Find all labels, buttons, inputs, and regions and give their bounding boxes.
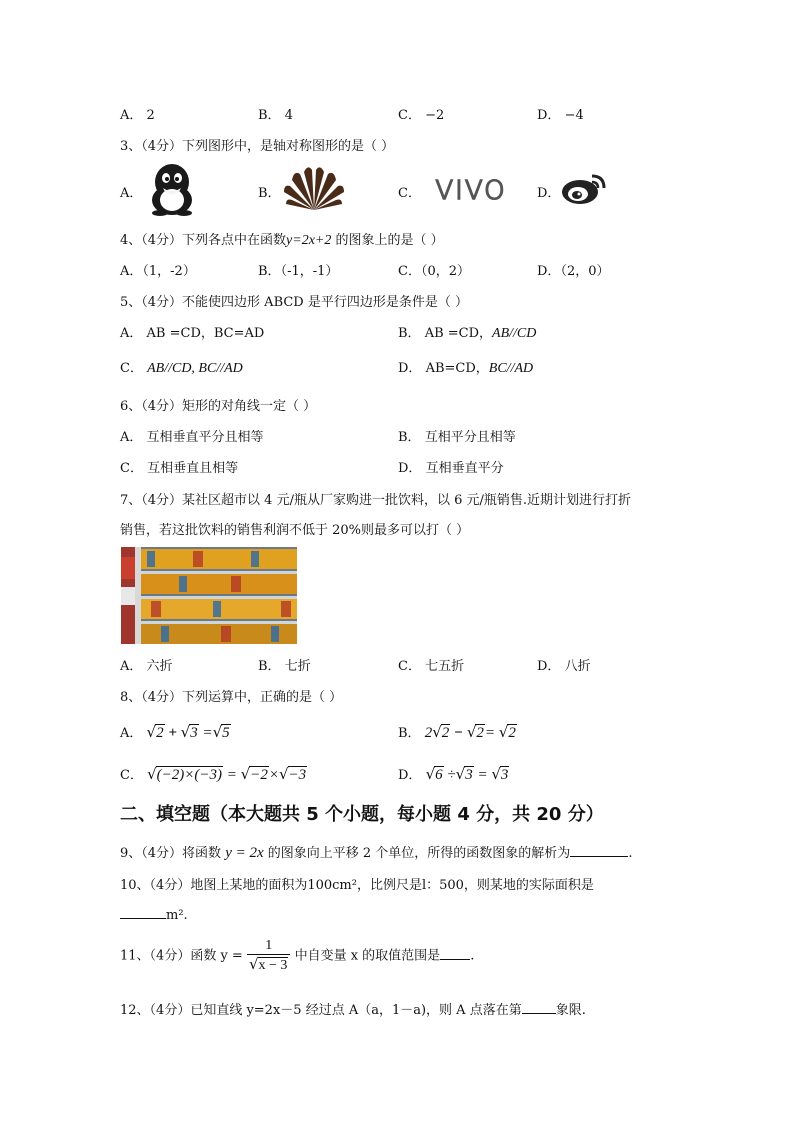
q12-answer-blank[interactable]: [522, 1001, 556, 1014]
section-2-heading: 二、填空题（本大题共 5 个小题，每小题 4 分，共 20 分）: [120, 804, 604, 825]
q8-stem: 8、（4分）下列运算中，正确的是（ ）: [120, 690, 343, 705]
q3-stem: 3、（4分）下列图形中，是轴对称图形的是（ ）: [120, 139, 395, 154]
q7-stem-line2: 销售，若这批饮料的销售利润不低于 20%则最多可以打（ ）: [120, 523, 470, 538]
q5-option-c[interactable]: C． AB//CD, BC//AD: [120, 361, 243, 376]
q10-answer-blank[interactable]: [120, 906, 166, 919]
q8-option-a[interactable]: A． √2 + √3 =√5: [120, 723, 230, 741]
q3-option-d-label[interactable]: D．: [537, 186, 561, 201]
vivo-logo-icon: [422, 176, 520, 204]
q7-option-d[interactable]: D． 八折: [537, 659, 591, 674]
supermarket-shelf-image: [121, 547, 297, 644]
q6-stem: 6、（4分）矩形的对角线一定（ ）: [120, 399, 317, 414]
qq-penguin-icon: [146, 162, 198, 216]
q4-stem: 4、（4分）下列各点中在函数y=2x+2 的图象上的是（ ）: [120, 233, 444, 248]
q4-option-b[interactable]: B．（-1，-1）: [258, 264, 339, 279]
q5-stem: 5、（4分）不能使四边形 ABCD 是平行四边形是条件是（ ）: [120, 295, 468, 310]
q7-option-c[interactable]: C． 七五折: [398, 659, 465, 674]
q5-option-b[interactable]: B． AB =CD，AB//CD: [398, 326, 537, 341]
q6-option-a[interactable]: A． 互相垂直平分且相等: [120, 430, 264, 445]
q10-answer-line: m².: [120, 906, 188, 923]
q8-option-c[interactable]: C． √(−2)×(−3) = √−2×√−3: [120, 765, 307, 783]
q6-option-b[interactable]: B． 互相平分且相等: [398, 430, 516, 445]
q4-option-d[interactable]: D．（2，0）: [537, 264, 610, 279]
q7-stem-line1: 7、（4分）某社区超市以 4 元/瓶从厂家购进一批饮料，以 6 元/瓶销售.近期计划进行打折: [120, 493, 632, 508]
q3-option-b-label[interactable]: B．: [258, 186, 281, 201]
q5-option-a[interactable]: A． AB =CD，BC=AD: [120, 326, 265, 341]
q9-answer-blank[interactable]: [570, 844, 628, 857]
q7-option-b[interactable]: B． 七折: [258, 659, 311, 674]
q3-option-a-label[interactable]: A．: [120, 186, 143, 201]
q11-fraction: $\frac{1}{√x - 3}$: [247, 938, 290, 974]
q11-answer-blank[interactable]: [440, 947, 470, 960]
q2-option-b[interactable]: B． 4: [258, 108, 293, 123]
q11-stem: 11、（4分）函数 y = $\frac{1}{√x - 3}$ 中自变量 x 的取值范围是 .: [120, 938, 475, 973]
q2-option-c[interactable]: C． −2: [398, 108, 445, 123]
q12-stem: 12、（4分）已知直线 y=2x－5 经过点 A（a，1－a)，则 A 点落在第 象限.: [120, 1003, 586, 1018]
q9-stem: 9、（4分）将函数 y = 2x 的图象向上平移 2 个单位，所得的函数图象的解析为 .: [120, 845, 633, 861]
q5-option-d[interactable]: D． AB=CD，BC//AD: [398, 361, 534, 376]
q4-option-a[interactable]: A．（1，-2）: [120, 264, 196, 279]
q8-option-b[interactable]: B． 2√2 − √2= √2: [398, 723, 516, 741]
q2-option-d[interactable]: D． −4: [537, 108, 584, 123]
q10-stem: 10、（4分）地图上某地的面积为100cm²，比例尺是l：500，则某地的实际面积是: [120, 878, 594, 893]
vivo-logo-text: VIVO: [435, 176, 507, 204]
q3-option-c-label[interactable]: C．: [398, 186, 421, 201]
q6-option-d[interactable]: D． 互相垂直平分: [398, 461, 504, 476]
q8-option-d[interactable]: D． √6 ÷√3 = √3: [398, 765, 509, 783]
weibo-logo-icon: [560, 170, 608, 206]
q7-option-a[interactable]: A． 六折: [120, 659, 173, 674]
q4-option-c[interactable]: C．（0，2）: [398, 264, 470, 279]
huawei-logo-icon: [282, 162, 346, 214]
q6-option-c[interactable]: C． 互相垂直且相等: [120, 461, 239, 476]
q2-option-a[interactable]: A． 2: [120, 108, 155, 123]
